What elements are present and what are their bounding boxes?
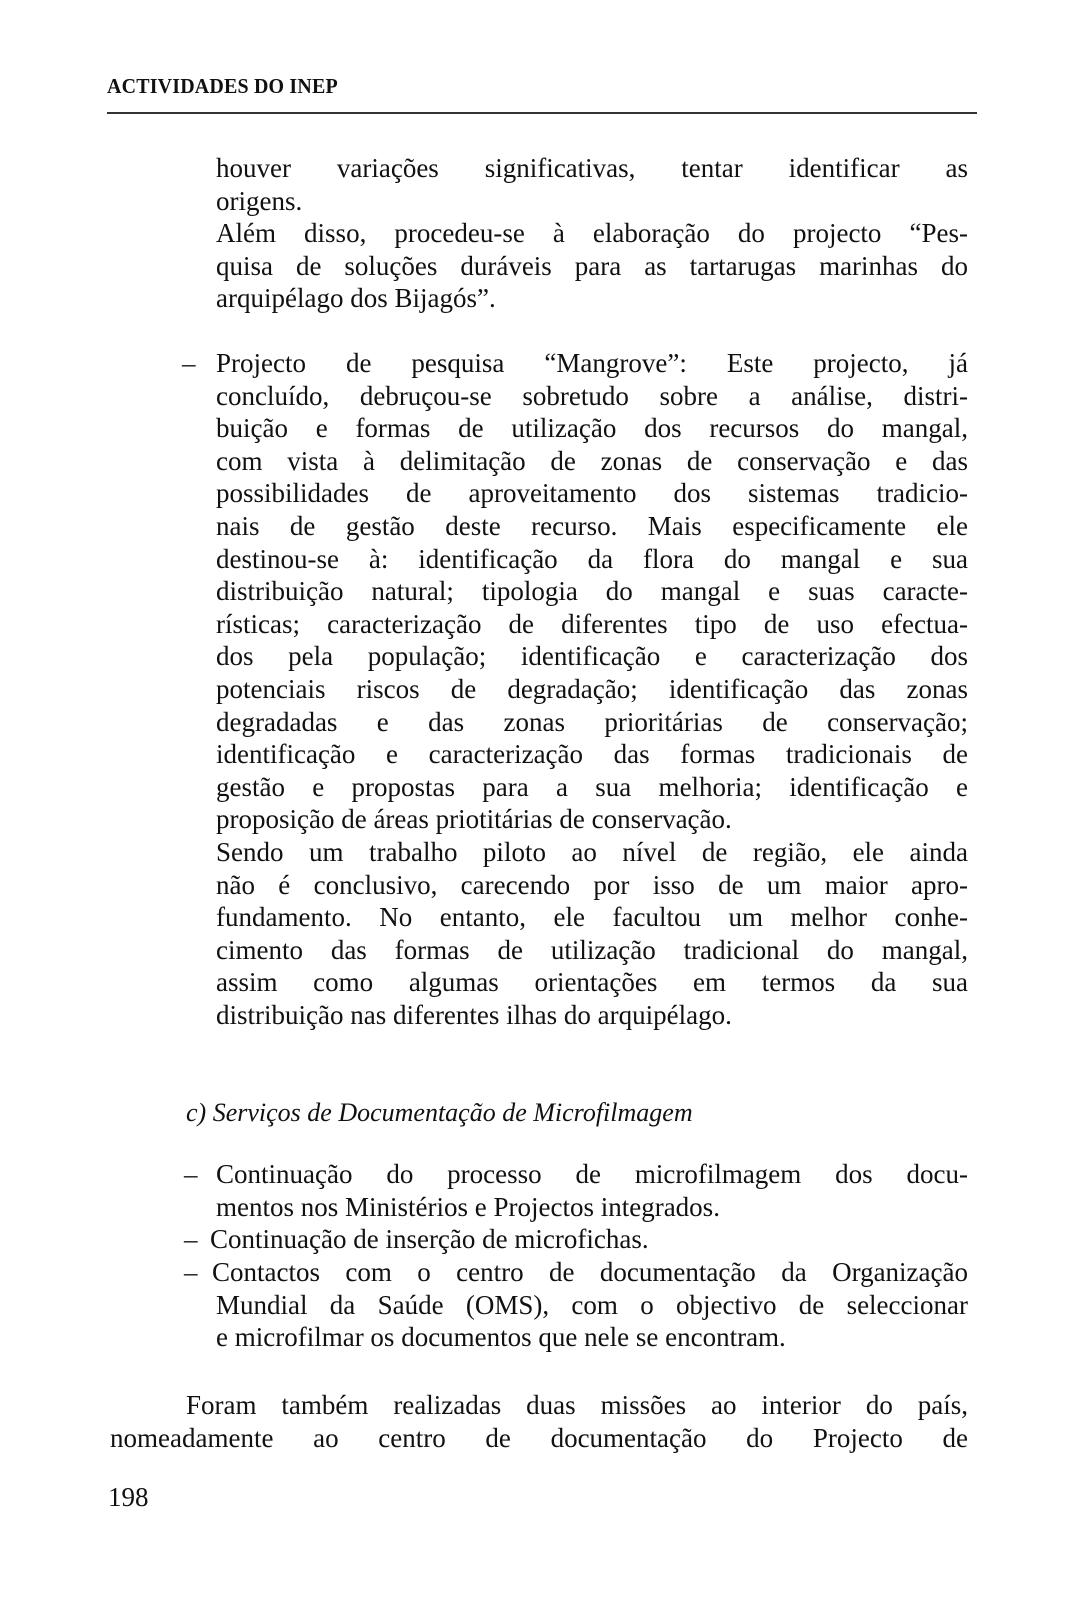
microfilm-item-3 [184,1256,968,1354]
text-line: Continuação de inserção de microfichas. [210,1224,649,1254]
text-line: Continuação do processo de microfilmagem dos docu- [216,1159,968,1189]
text-line: arquipélago dos Bijagós”. [216,283,496,314]
text-line: Projecto de pesquisa “Mangrove”: Este projecto, já [216,348,968,378]
text-line: cimento das formas de utilização tradicional do mangal, [216,934,968,965]
text-line: nais de gestão deste recurso. Mais especificamente ele [216,510,968,541]
mangrove-project-item [182,347,968,1031]
text-line: dos pela população; identificação e caracterização dos [216,641,968,672]
text-line: distribuição nas diferentes ilhas do arquipélago. [216,999,732,1030]
text-line: possibilidades de aproveitamento dos sistemas tradicio- [216,478,968,509]
text-line: proposição de áreas priotitárias de conservação. [216,804,732,835]
microfilm-item-1 [184,1158,968,1223]
running-head: ACTIVIDADES DO INEP [107,74,338,98]
section-heading-microfilm: c) Serviços de Documentação de Microfilmagem [186,1098,693,1127]
text-line: com vista à delimitação de zonas de conservação e das [216,445,968,476]
text-line: buição e formas de utilização dos recursos do mangal, [216,413,968,444]
text-line: assim como algumas orientações em termos da sua [216,967,968,998]
text-line: não é conclusivo, carecendo por isso de um maior apro- [216,869,968,900]
list-bullet: – [184,1224,198,1254]
text-line: Foram também realizadas duas missões ao interior do país, [186,1390,968,1420]
text-line: Sendo um trabalho piloto ao nível de região, ele ainda [216,836,968,867]
text-line: rísticas; caracterização de diferentes tipo de uso efectua- [216,608,968,639]
text-line: degradadas e das zonas prioritárias de conservação; [216,706,968,737]
text-line: Mundial da Saúde (OMS), com o objectivo de seleccionar [216,1289,968,1320]
text-line: Além disso, procedeu-se à elaboração do projecto “Pes- [216,218,968,249]
text-line: origens. [216,185,303,216]
text-line: distribuição natural; tipologia do mangal e suas caracte- [216,576,968,607]
text-line: mentos nos Ministérios e Projectos integrados. [216,1191,720,1222]
text-line: destinou-se à: identificação da flora do mangal e sua [216,543,968,574]
microfilm-item-2 [184,1223,968,1256]
closing-paragraph [110,1389,968,1454]
paragraph-tartarugas [216,152,968,315]
text-line: nomeadamente ao centro de documentação do Projecto de [110,1422,968,1453]
text-line: houver variações significativas, tentar identificar as [216,153,968,183]
text-line: concluído, debruçou-se sobretudo sobre a análise, distri- [216,380,968,411]
text-line: Contactos com o centro de documentação da Organização [212,1257,968,1287]
page-number: 198 [108,1482,149,1512]
header-rule [107,112,977,114]
text-line: e microfilmar os documentos que nele se encontram. [216,1322,786,1353]
list-bullet: – [184,1159,198,1189]
text-line: quisa de soluções duráveis para as tartarugas marinhas do [216,250,968,281]
list-bullet: – [184,1257,198,1287]
list-bullet: – [182,348,196,378]
text-line: potenciais riscos de degradação; identificação das zonas [216,673,968,704]
text-line: fundamento. No entanto, ele facultou um melhor conhe- [216,902,968,933]
text-line: gestão e propostas para a sua melhoria; identificação e [216,771,968,802]
text-line: identificação e caracterização das formas tradicionais de [216,739,968,770]
